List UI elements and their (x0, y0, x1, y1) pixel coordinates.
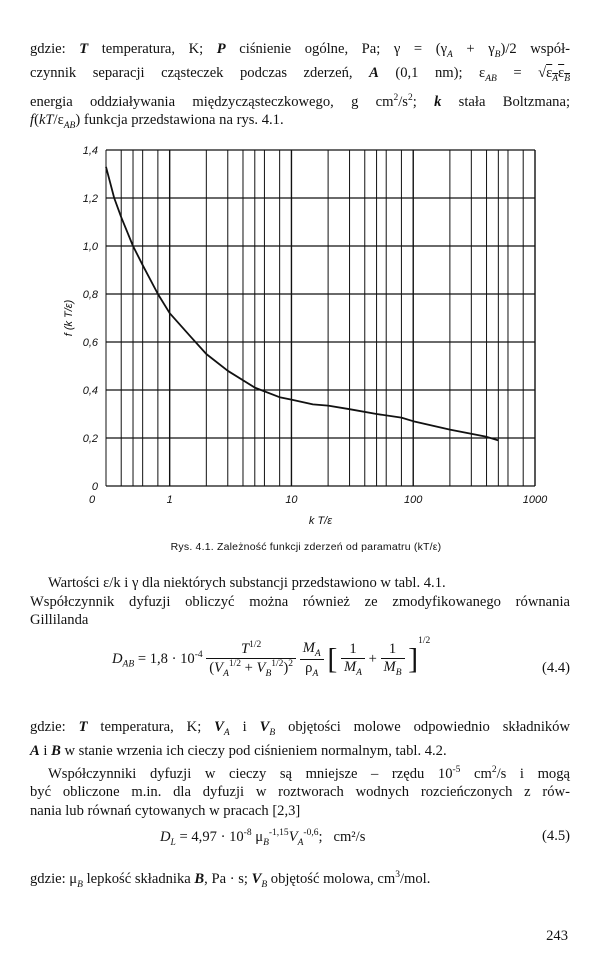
paragraph-2 (30, 574, 570, 630)
x-tick-label: 100 (404, 494, 423, 506)
eq45-body: = 4,97 · 10 (179, 828, 244, 845)
x-tick-label: 1 (166, 494, 173, 506)
paragraph-4 (30, 866, 570, 894)
eq45-mu: μ (255, 828, 264, 845)
eq45-exp1: -8 (243, 828, 252, 838)
y-axis-title: f (k T/ε) (63, 299, 75, 337)
eq45-lhs-sub: L (170, 837, 176, 848)
eq44-coef-exp: -4 (194, 649, 203, 660)
equation-number-4-5: (4.5) (542, 828, 570, 844)
eq44-inner1: 1 (341, 641, 365, 659)
eq44-inner-frac-b: $\frac{1}{M_B}$ (381, 641, 405, 678)
p2-line-3: Gillilanda (30, 612, 89, 628)
eq44-frac-1: $\frac{T^{1/2}}{(V_A^{1/2} + V_B^{1/2})^2}$ (206, 640, 296, 679)
figure-caption: Rys. 4.1. Zależność funkcji zderzeń od paramatru (kT/ε) (170, 541, 442, 553)
y-tick-label: 0,4 (82, 385, 98, 397)
series-line (106, 167, 498, 441)
page-number: 243 (546, 928, 568, 944)
y-tick-label: 1,0 (82, 241, 98, 253)
x-tick-label: 1000 (522, 494, 548, 506)
eq45-units: cm²/s (333, 828, 366, 845)
p3-line-1: gdzie: T temperatura, K; $V_A$ i $V_B$ objętości molowe odpowiednio składników (30, 719, 571, 738)
collision-function-chart (60, 140, 560, 530)
eq44-den2: ρ (305, 659, 313, 676)
equation-number-4-4: (4.4) (542, 660, 570, 676)
y-tick-label: 0,6 (82, 337, 98, 349)
intro-line-4: $f(kT/\varepsilon_{AB})$ funkcja przedstawiona na rys. 4.1. (30, 112, 284, 132)
y-tick-label: 0,2 (82, 433, 98, 445)
p3-line-5: nania lub równań cytowanych w pracach [2,3] (30, 802, 301, 819)
intro-line-2: czynnik separacji cząsteczek podczas zderzeń, A (0,1 nm); $\varepsilon_{AB} = √\varepsilon_A\varepsilon_B$ (30, 65, 570, 85)
eq45-v-exp: -0,6 (303, 828, 319, 838)
x-zero-label: 0 (88, 494, 96, 506)
eq44-num2: M (302, 640, 315, 656)
p4-line-1: gdzie: $\mu_B$ lepkość składnika B, Pa · s; $V_B$ objętość molowa, $cm^3$/mol. (30, 870, 431, 890)
equation-4-5: $D_L = 4,97 \cdot 10^{-8}$ $\mu_B^{-1,15}V_A^{-0,6}$; cm²/s (160, 828, 366, 848)
y-tick-label: 0 (91, 481, 98, 493)
eq45-lhs: D (160, 828, 171, 845)
eq45-v: V (288, 828, 298, 845)
p2-line-1: Wartości ε/k i γ dla niektórych substancji przedstawiono w tabl. 4.1. (48, 575, 446, 591)
intro-line-1: gdzie: T temperatura, K; P ciśnienie ogólne, Pa; $\gamma = (\gamma_A + \gamma_B)/2$ współ- (30, 41, 570, 60)
eq45-mu-exp: -1,15 (268, 828, 289, 838)
x-axis-title: k T/ε (308, 515, 333, 527)
eq44-num1: T (241, 640, 250, 657)
eq44-inner2: 1 (381, 641, 405, 659)
equation-4-4: $D_{AB} = 1,8 \cdot 10^{-4}$ $\frac{T^{1/2}}{(V_A^{1/2} + V_B^{1/2})^2}$ $\frac{M_A}{\rho_A}$ [ $\frac{1}{M_A}$ + $\frac{1}{M_B}$ ]$^{1/2}$ (112, 635, 431, 679)
eq44-lhs: D (112, 650, 123, 667)
p3-line-2: A i B w stanie wrzenia ich cieczy pod ciśnieniem normalnym, tabl. 4.2. (30, 743, 447, 760)
eq44-num1-exp: 1/2 (249, 640, 262, 651)
y-tick-label: 1,4 (82, 145, 98, 157)
intro-line-3: energia oddziaływania międzycząsteczkowego, g $cm^2/s^2$; k stała Boltzmana; (30, 92, 571, 110)
paragraph-3 (30, 718, 570, 820)
chart-svg (60, 140, 560, 530)
p3-line-3: Współczynniki dyfuzji w cieczy są mniejsze – rzędu $10^{-5}$ $cm^2/s$ i mogą (48, 764, 570, 782)
y-tick-label: 0,8 (82, 289, 98, 301)
intro-paragraph (30, 40, 570, 136)
p3-line-4: być obliczone m.in. dla dyfuzji w roztworach wodnych rozcieńczonych z rów- (30, 784, 570, 801)
p2-line-2: Współczynnik dyfuzji obliczyć można również ze zmodyfikowanego równania (30, 593, 570, 610)
eq44-inner-frac-a: $\frac{1}{M_A}$ (341, 641, 365, 678)
eq44-lhs-sub: AB (122, 659, 135, 670)
y-tick-label: 1,2 (82, 193, 98, 205)
eq44-outer-exp: 1/2 (418, 635, 431, 646)
eq44-frac-2: $\frac{M_A}{\rho_A}$ (300, 640, 324, 679)
eq44-coef: = 1,8 · 10 (137, 650, 195, 667)
x-tick-label: 10 (285, 494, 298, 506)
